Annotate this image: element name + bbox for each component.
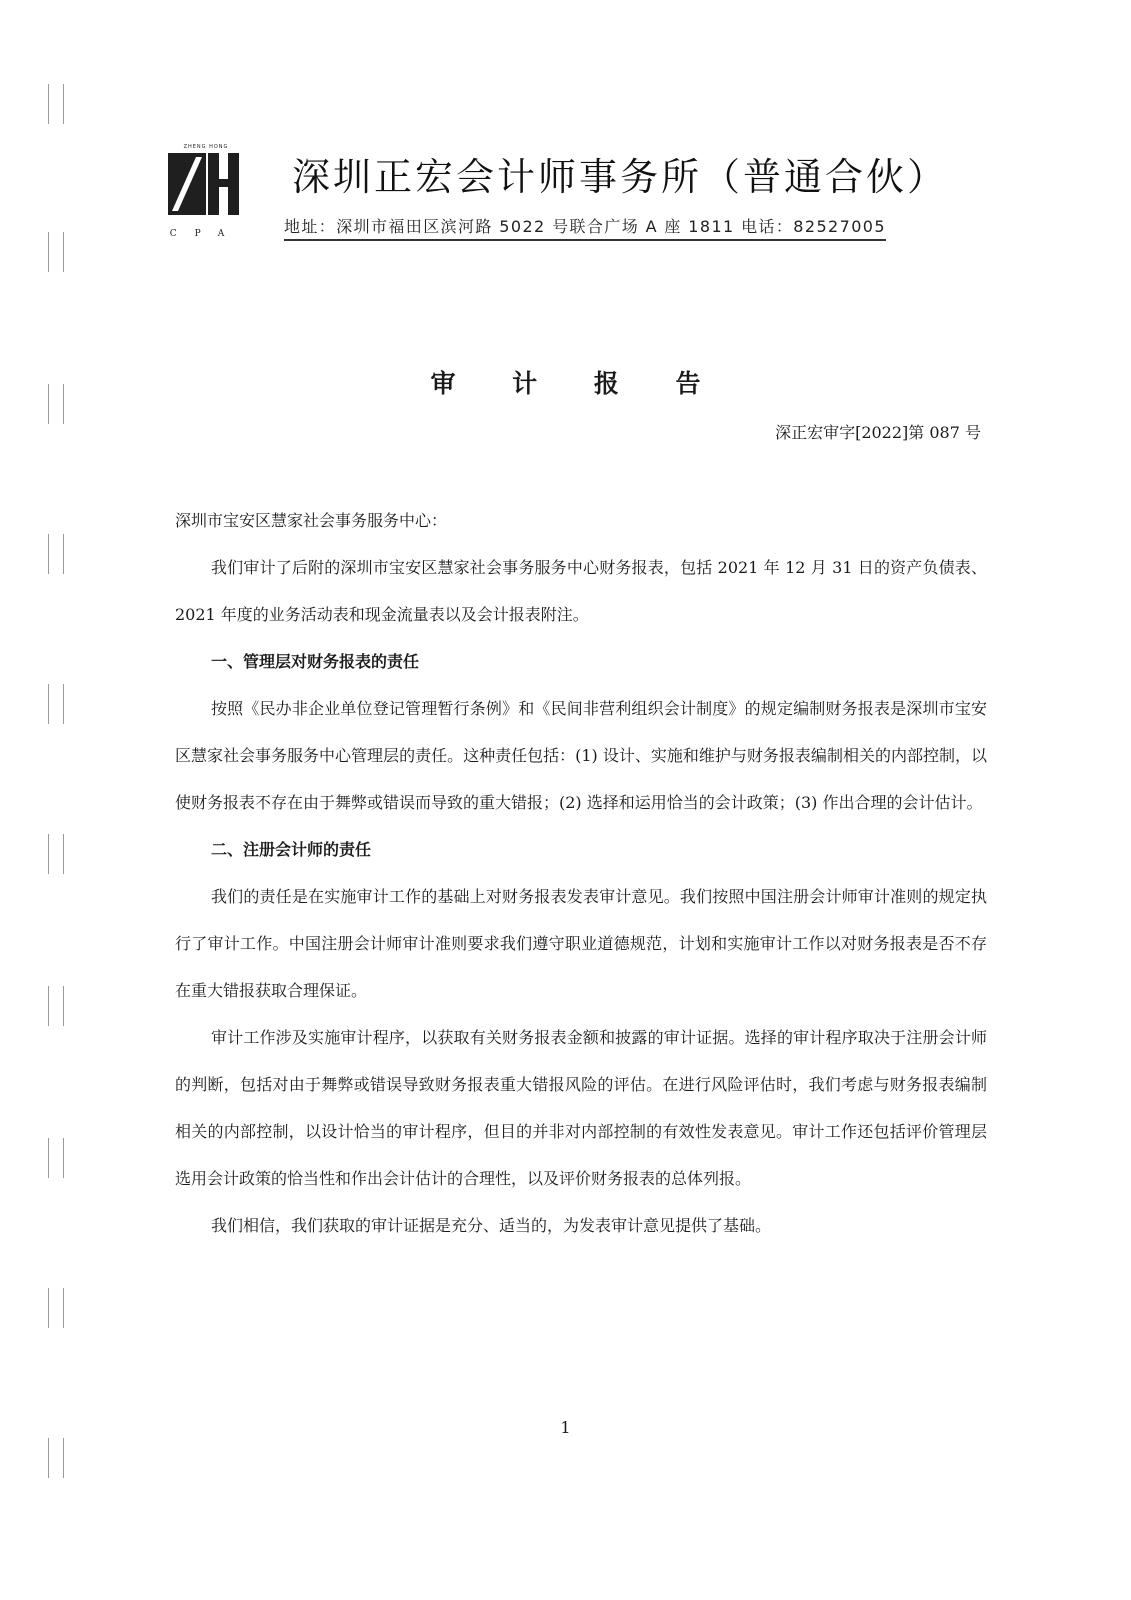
svg-text:ZHENG HONG: ZHENG HONG [183, 144, 229, 150]
section-heading-management: 一、管理层对财务报表的责任 [211, 652, 420, 671]
intro-paragraph: 我们审计了后附的深圳市宝安区慧家社会事务服务中心财务报表，包括 2021 年 12 月 31 日的资产负债表、2021 年度的业务活动表和现金流量表以及会计报表附注。 [175, 558, 987, 624]
binding-mark [48, 986, 64, 1026]
page-number: 1 [560, 1418, 571, 1437]
section-heading-auditor: 二、注册会计师的责任 [211, 840, 372, 859]
binding-mark [48, 1138, 64, 1178]
binding-mark [48, 684, 64, 724]
auditor-responsibility-paragraph: 我们的责任是在实施审计工作的基础上对财务报表发表审计意见。我们按照中国注册会计师审计准则的规定执行了审计工作。中国注册会计师审计准则要求我们遵守职业道德规范，计划和实施审计工作以对财务报表是否不存在重大错报获取合理保证。 [175, 887, 987, 1000]
binding-mark [48, 834, 64, 874]
binding-mark [48, 1288, 64, 1328]
svg-text:CPA: CPA [169, 229, 243, 239]
firm-name: 深圳正宏会计师事务所（普通合伙） [292, 155, 949, 199]
report-title: 审 计 报 告 [430, 369, 725, 398]
audit-procedures-paragraph: 审计工作涉及实施审计程序，以获取有关财务报表金额和披露的审计证据。选择的审计程序取决于注册会计师的判断，包括对由于舞弊或错误导致财务报表重大错报风险的评估。在进行风险评估时，我们考虑与财务报表编制相关的内部控制，以设计恰当的审计程序，但目的并非对内部控制的有效性发表意见。审计工作还包括评价管理层选用会计政策的恰当性和作出会计估计的合理性，以及评价财务报表的总体列报。 [175, 1028, 987, 1188]
binding-mark [48, 1438, 64, 1478]
firm-address: 地址：深圳市福田区滨河路 5022 号联合广场 A 座 1811 电话：82527005 [284, 214, 886, 241]
management-responsibility-paragraph: 按照《民办非企业单位登记管理暂行条例》和《民间非营利组织会计制度》的规定编制财务报表是深圳市宝安区慧家社会事务服务中心管理层的责任。这种责任包括：(1) 设计、实施和维护与财务报表编制相关的内部控制，以使财务报表不存在由于舞弊或错误而导致的重大错报；(2) 选择和运用恰当的会计政策；(3) 作出合理的会计估计。 [175, 699, 987, 812]
audit-evidence-paragraph: 我们相信，我们获取的审计证据是充分、适当的，为发表审计意见提供了基础。 [211, 1216, 772, 1235]
report-body [175, 497, 987, 1249]
binding-mark [48, 534, 64, 574]
addressee: 深圳市宝安区慧家社会事务服务中心： [175, 511, 448, 530]
report-number: 深正宏审字[2022]第 087 号 [775, 423, 981, 442]
firm-logo [166, 143, 246, 243]
binding-mark [48, 84, 64, 124]
binding-mark [48, 232, 64, 272]
